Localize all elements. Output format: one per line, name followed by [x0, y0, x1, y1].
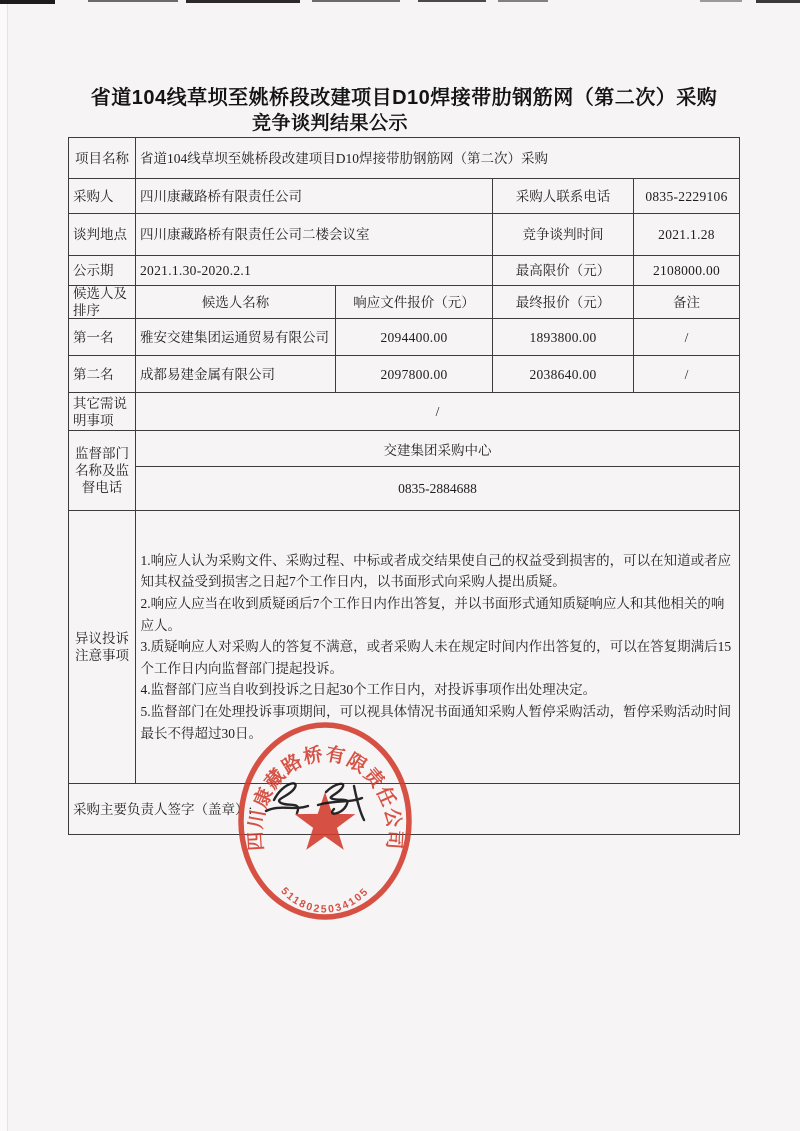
max-price-value: 2108000.00 — [634, 256, 739, 286]
negotiation-time-value: 2021.1.28 — [634, 214, 739, 256]
candidate-1-name: 雅安交建集团运通贸易有限公司 — [136, 319, 336, 356]
seal-company-text: 四川康藏路桥有限责任公司 — [245, 743, 405, 852]
candidate-row-1 — [69, 319, 739, 356]
table-row-venue — [69, 214, 739, 256]
max-price-label: 最高限价（元） — [493, 256, 634, 286]
candidates-rank-header: 候选人及排序 — [69, 286, 136, 319]
candidates-remark-header: 备注 — [634, 286, 739, 319]
other-notes-label: 其它需说明事项 — [69, 393, 136, 431]
other-notes-value: / — [136, 393, 739, 431]
supervision-label: 监督部门名称及监督电话 — [69, 431, 136, 511]
venue-label: 谈判地点 — [69, 214, 136, 256]
scan-top-artifact — [498, 0, 548, 2]
candidates-header-row — [69, 286, 739, 319]
table-row-publicity — [69, 256, 739, 286]
scan-top-artifact — [88, 0, 178, 2]
objection-item-3: 3.质疑响应人对采购人的答复不满意，或者采购人未在规定时间内作出答复的，可以在答复期满后15个工作日内向监督部门提起投诉。 — [140, 639, 732, 676]
signature-label: 采购主要负责人签字（盖章）: — [73, 801, 253, 817]
candidate-2-remark: / — [634, 356, 739, 393]
purchaser-label: 采购人 — [69, 179, 136, 214]
negotiation-time-label: 竞争谈判时间 — [493, 214, 634, 256]
publicity-value: 2021.1.30-2020.2.1 — [136, 256, 493, 286]
seal-code-text: 5118025034105 — [278, 885, 372, 916]
handwritten-signature — [256, 770, 396, 832]
candidate-1-rank: 第一名 — [69, 319, 136, 356]
objection-item-5: 5.监督部门在处理投诉事项期间，可以视具体情况书面通知采购人暂停采购活动，暂停采购活动时间最长不得超过30日。 — [140, 703, 732, 741]
table-row-purchaser — [69, 179, 739, 214]
scan-top-artifact — [0, 0, 55, 4]
supervision-department: 交建集团采购中心 — [136, 431, 739, 467]
page-title: 省道104线草坝至姚桥段改建项目D10焊接带肋钢筋网（第二次）采购 — [90, 87, 718, 109]
candidate-1-doc-price: 2094400.00 — [336, 319, 493, 356]
publicity-label: 公示期 — [69, 256, 136, 286]
scan-top-artifact — [186, 0, 300, 3]
candidate-2-final-price: 2038640.00 — [493, 356, 634, 393]
project-name-label: 项目名称 — [69, 138, 136, 179]
objection-content — [136, 511, 739, 784]
candidate-2-rank: 第二名 — [69, 356, 136, 393]
objection-label: 异议投诉注意事项 — [69, 511, 136, 784]
objection-item-4: 4.监督部门应当自收到投诉之日起30个工作日内，对投诉事项作出处理决定。 — [140, 682, 597, 698]
project-name-value: 省道104线草坝至姚桥段改建项目D10焊接带肋钢筋网（第二次）采购 — [136, 138, 739, 179]
objection-item-1: 1.响应人认为采购文件、采购过程、中标或者成交结果使自己的权益受到损害的，可以在知道或者应知其权益受到损害之日起7个工作日内，以书面形式向采购人提出质疑。 — [140, 552, 732, 590]
scan-left-edge-line — [7, 0, 8, 1131]
purchaser-phone-label: 采购人联系电话 — [493, 179, 634, 214]
scan-top-artifact — [700, 0, 742, 2]
supervision-values — [136, 431, 739, 511]
page-subtitle: 竞争谈判结果公示 — [251, 113, 408, 134]
scan-top-artifact — [756, 0, 800, 3]
purchaser-value: 四川康藏路桥有限责任公司 — [136, 179, 493, 214]
candidate-2-name: 成都易建金属有限公司 — [136, 356, 336, 393]
scan-top-artifact — [312, 0, 400, 2]
table-row-other-notes — [69, 393, 739, 431]
objection-item-2: 2.响应人应当在收到质疑函后7个工作日内作出答复，并以书面形式通知质疑响应人和其他相关的响应人。 — [140, 596, 725, 633]
purchaser-phone-value: 0835-2229106 — [634, 179, 739, 214]
scan-left-edge — [0, 0, 7, 1131]
candidates-final-price-header: 最终报价（元） — [493, 286, 634, 319]
candidate-row-2 — [69, 356, 739, 393]
candidate-2-doc-price: 2097800.00 — [336, 356, 493, 393]
table-row-project-name — [69, 138, 739, 179]
supervision-phone: 0835-2884688 — [398, 480, 477, 496]
table-row-supervision — [69, 431, 739, 511]
candidates-name-header: 候选人名称 — [136, 286, 336, 319]
candidate-1-final-price: 1893800.00 — [493, 319, 634, 356]
candidates-doc-price-header: 响应文件报价（元） — [336, 286, 493, 319]
candidate-1-remark: / — [634, 319, 739, 356]
venue-value: 四川康藏路桥有限责任公司二楼会议室 — [136, 214, 493, 256]
scan-top-artifact — [418, 0, 486, 2]
